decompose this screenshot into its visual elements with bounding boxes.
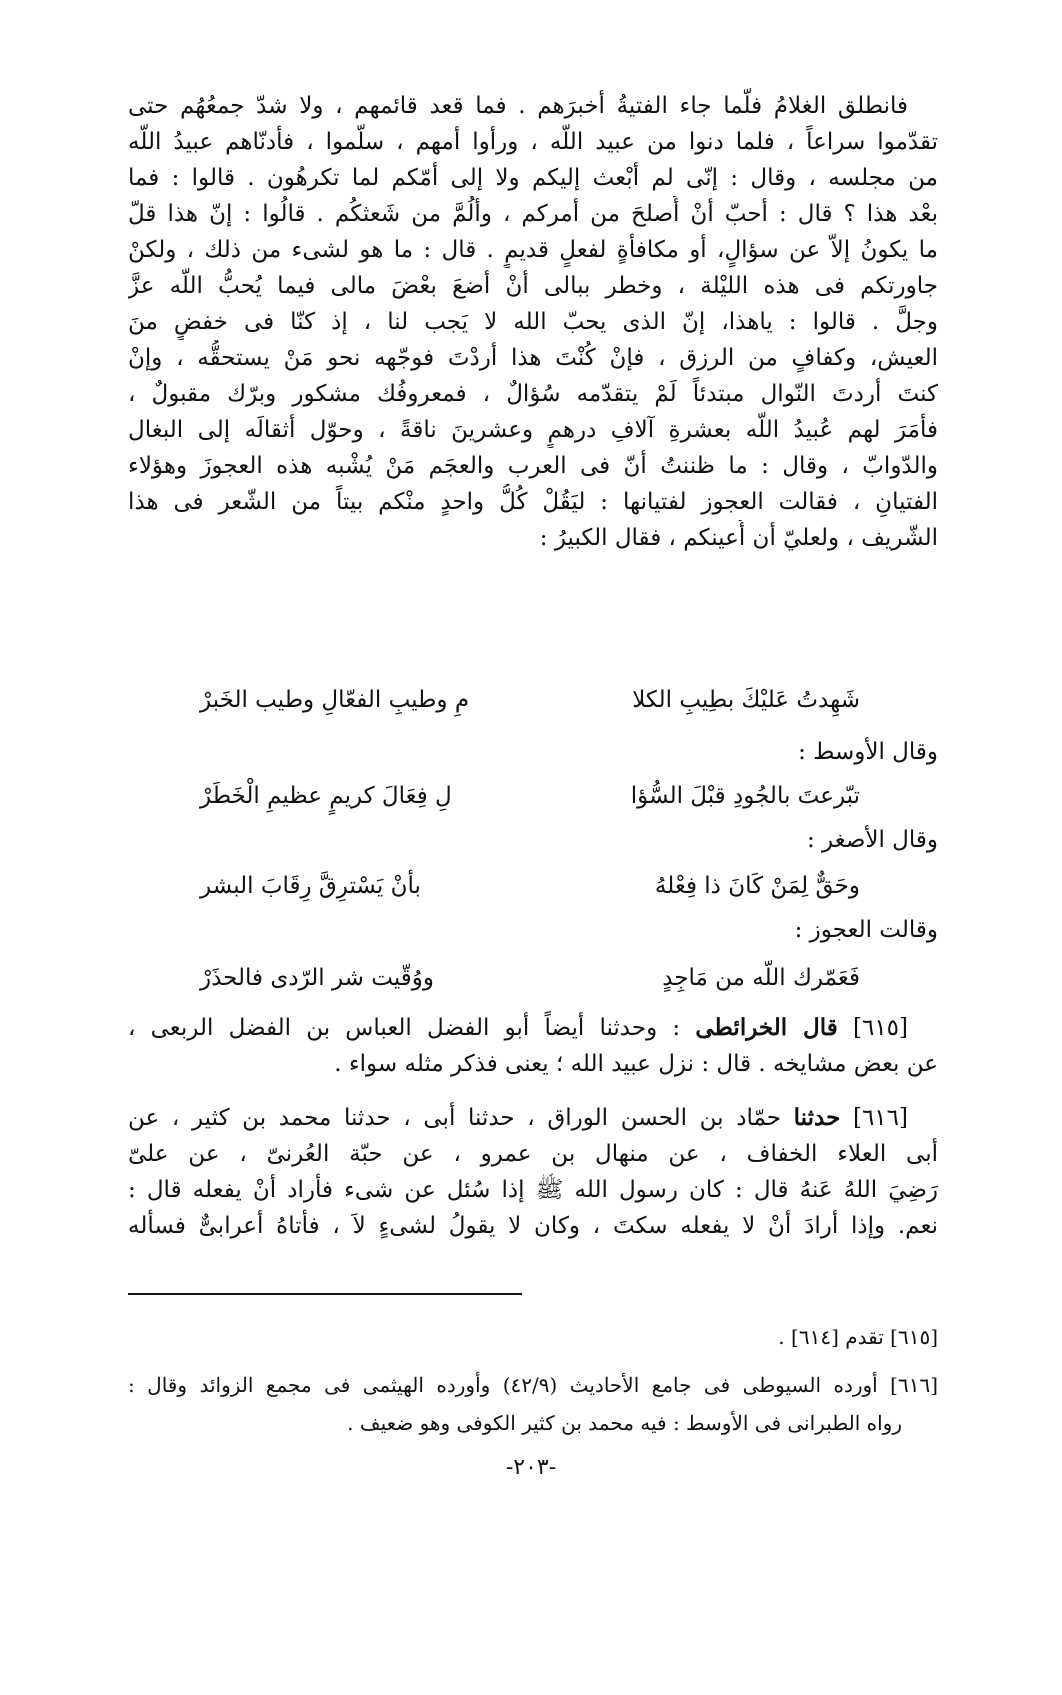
poem-verse-3 — [200, 866, 860, 906]
hadith-number: [٦١٥] — [852, 1015, 909, 1041]
verse-second-hemistich: ووُقّيت شر الرّدى فالحذَرْ — [200, 965, 434, 991]
poem-verse-1 — [200, 680, 860, 720]
text-line: بعْد هذا ؟ قال : أحبّ أنْ أُصلحَ من أمركم ، وألُمَّ من شَعثكُم . قالُوا : إنّ هذا قلّ — [128, 201, 938, 227]
text-line: من مجلسه ، وقال : إنّى لم أبْعث إليكم ولا إلى أمّكم لما تكرهُون . قالوا : فما — [128, 165, 938, 191]
footnote-separator — [128, 1293, 522, 1295]
verse-second-hemistich: لِ فِعَالَ كريمٍ عظيمِ الْخَطَرْ — [200, 783, 452, 809]
paragraph-616 — [128, 1100, 938, 1244]
hadith-number: [٦١٦] — [852, 1105, 908, 1131]
verse-first-hemistich: تبّرعتَ بالجُودِ قبْلَ السُّؤا — [630, 783, 860, 809]
speaker-label: وقال الأصغر : — [806, 827, 938, 853]
text-line: فانطلق الغلامُ فلّما جاء الفتيةُ أخبرَهم . فما قعد قائمهم ، ولا شدّ جمعُهُم حتى — [128, 93, 908, 119]
text-line: الفتيانِ ، فقالت العجوز لفتيانها : ليَقُلْ كُلُّ واحدٍ منْكم بيتاً من الشّعر فى هذا — [128, 489, 938, 515]
speaker-label: وقال الأوسط : — [798, 739, 938, 765]
footnote-615: [٦١٥] تقدم [٦١٤] . — [778, 1325, 938, 1349]
text-line: رَضِيَ اللهُ عَنهُ قال : كان رسول الله ﷺ إذا سُئل عن شىء فأراد أنْ يفعله قال : — [128, 1177, 938, 1203]
verse-second-hemistich: مِ وطيبِ الفعّالِ وطيب الخَبرْ — [200, 687, 470, 713]
text-line: تقدّموا سراعاً ، فلما دنوا من عبيد اللّه ، ورأوا أمهم ، سلّموا ، فأدنّاهم عبيدُ اللّه — [128, 129, 938, 155]
page-number: -٢٠٣- — [505, 1455, 557, 1480]
text-line: نعم. وإذا أرادَ أنْ لا يفعله سكتَ ، وكان لا يقولُ لشىءٍ لاَ ، فأتاهُ أعرابىٌّ فسأله — [128, 1213, 938, 1239]
narrator-lead: حدثنا — [793, 1104, 841, 1131]
paragraph-opening — [128, 88, 938, 556]
poem-verse-4 — [200, 958, 860, 998]
footnote-616: [٦١٦] أورده السيوطى فى جامع الأحاديث (٤٢/٩) وأورده الهيثمى فى مجمع الزوائد وقال : — [128, 1373, 939, 1397]
verse-first-hemistich: وحَقٌّ لِمَنْ كَانَ ذا فِعْلهُ — [654, 873, 860, 899]
text-line — [128, 1100, 938, 1136]
poem-verse-2 — [200, 776, 860, 816]
verse-first-hemistich: فَعَمّرك اللّه من مَاجِدٍ — [662, 965, 860, 991]
text-line: الشّريف ، ولعليّ أن أُعينكم ، فقال الكبيرُ : — [539, 525, 938, 551]
text-line: كنتَ أردتَ النّوال مبتدئاً لَمْ يتقدّمه سُؤالٌ ، فمعروفُك مشكور وبرّك مقبولٌ ، — [128, 381, 938, 407]
verse-second-hemistich: بأنْ يَسْترِقَّ رِقَابَ البشر — [200, 873, 421, 899]
speaker-label: وقالت العجوز : — [794, 917, 938, 943]
text-line: والدّوابّ ، وقال : ما ظننتُ أنّ فى العرب والعجَم مَنْ يُشْبه هذه العجوزَ وهؤلاء — [128, 453, 938, 479]
text-line: عن بعض مشايخه . قال : نزل عبيد الله ؛ يعنى فذكر مثله سواء . — [334, 1051, 938, 1077]
paragraph-615 — [128, 1010, 938, 1082]
text-line: أبى العلاء الخفاف ، عن منهال بن عمرو ، عن حبّة العُرنىّ ، عن علىّ — [128, 1141, 938, 1167]
text-line: جاورتكم فى هذه الليْلة ، وخطر ببالى أنْ أضعَ بعْضَ مالى فيما يُحبُّ اللّه عزَّ — [128, 273, 938, 299]
text-line: العيش، وكفافٍ من الرزق ، فإنْ كُنْتَ هذا أردْتَ فوجّهه نحو مَنْ يستحقُّه ، وإنْ — [128, 345, 938, 371]
text-span: : وحدثنا أيضاً أبو الفضل العباس بن الفضل الربعى ، — [128, 1015, 681, 1041]
text-line — [128, 1010, 938, 1046]
verse-first-hemistich: شَهِدتُ عَليْكَ بطِيبِ الكلا — [632, 687, 860, 713]
text-line: فأمَرَ لهم عُبيدُ اللّه بعشرةِ آلافِ درهمٍ وعشرينَ ناقةً ، وحوّل أثقالَه إلى البغال — [128, 417, 938, 443]
text-line: وجلَّ . قالوا : ياهذا، إنّ الذى يحبّ الله لا يَجب لنا ، إذ كنّا فى خفضٍ منَ — [128, 309, 938, 335]
text-line: ما يكونُ إلاّ عن سؤالٍ، أو مكافأةٍ لفعلٍ قديمٍ . قال : ما هو لشىء من ذلك ، ولكنْ — [128, 237, 938, 263]
text-span: حمّاد بن الحسن الوراق ، حدثنا أبى ، حدثنا محمد بن كثير ، عن — [128, 1105, 781, 1131]
footnote-616-continued: رواه الطبرانى فى الأوسط : فيه محمد بن كثير الكوفى وهو ضعيف . — [347, 1411, 902, 1435]
narrator-lead: قال الخرائطى — [695, 1014, 838, 1041]
